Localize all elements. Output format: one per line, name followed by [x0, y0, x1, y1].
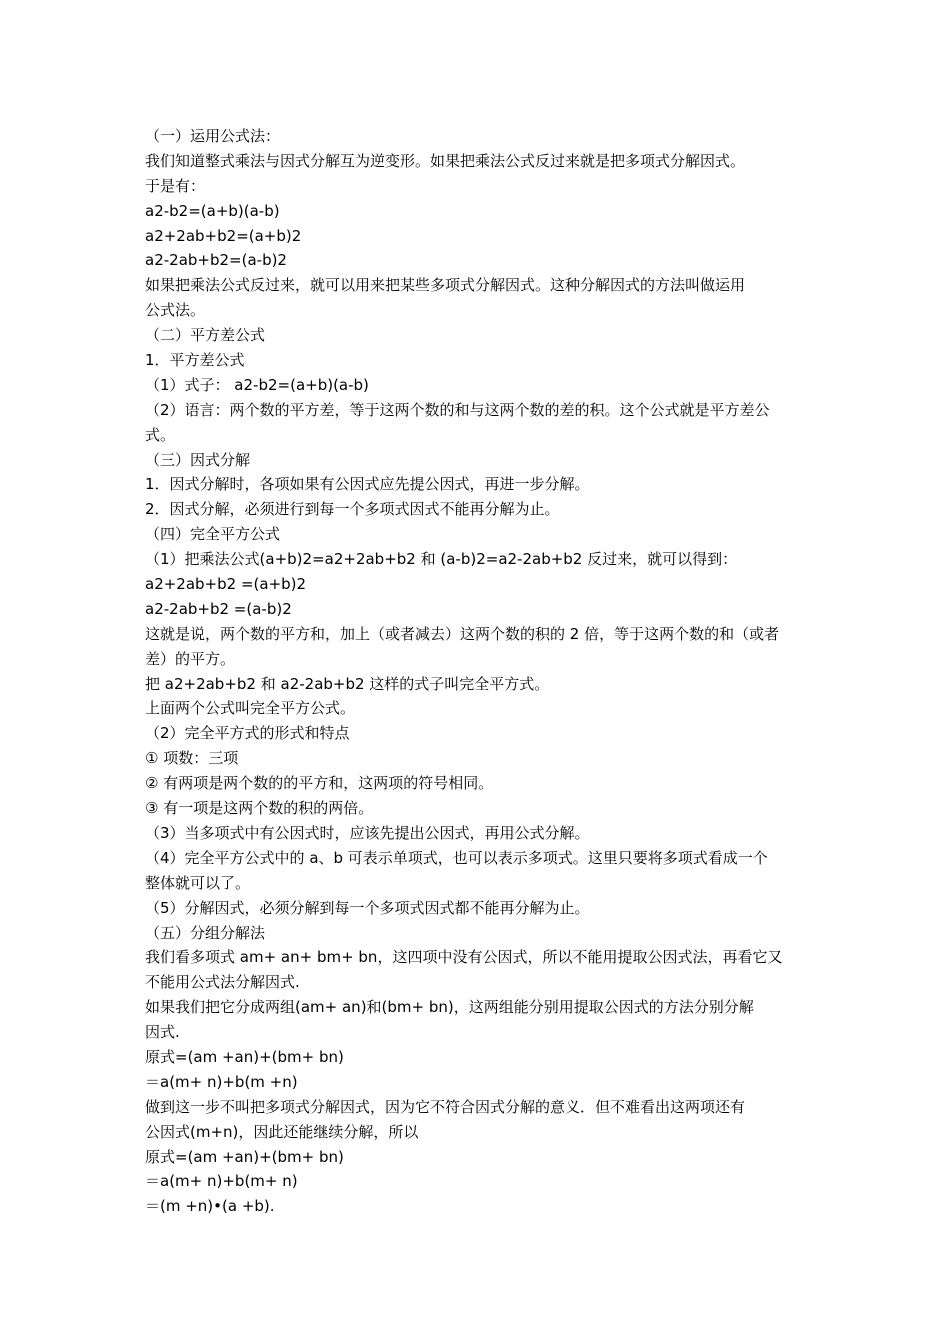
list-item: ① 项数：三项 — [145, 749, 239, 768]
text-line: 把 a2+2ab+b2 和 a2-2ab+b2 这样的式子叫完全平方式。 — [145, 674, 550, 693]
section-heading-1: （一）运用公式法： — [145, 127, 281, 145]
document-body — [145, 124, 815, 1219]
formula-line: a2+2ab+b2=(a+b)2 — [145, 226, 302, 245]
formula-line: a2-2ab+b2=(a-b)2 — [145, 251, 287, 270]
text-line: 我们看多项式 am+ an+ bm+ bn，这四项中没有公因式，所以不能用提取公因式法，再看它又 — [145, 948, 783, 967]
text-line: 公式法。 — [145, 301, 206, 320]
section-heading-3: （三）因式分解 — [145, 450, 251, 469]
formula-line: a2-2ab+b2 =(a-b)2 — [145, 599, 292, 618]
text-line: 1．因式分解时，各项如果有公因式应先提公因式，再进一步分解。 — [145, 475, 590, 494]
text-line: 整体就可以了。 — [145, 873, 251, 892]
formula-line: 原式=(am +an)+(bm+ bn) — [145, 1047, 344, 1066]
text-line: 于是有： — [145, 176, 206, 195]
section-heading-2: （二）平方差公式 — [145, 326, 266, 345]
section-heading-4: （四）完全平方公式 — [145, 525, 281, 544]
text-line: 我们知道整式乘法与因式分解互为逆变形。如果把乘法公式反过来就是把多项式分解因式。 — [145, 151, 746, 170]
text-line: （2）完全平方式的形式和特点 — [145, 724, 350, 743]
formula-line: a2-b2=(a+b)(a-b) — [145, 201, 280, 220]
formula-line: a2+2ab+b2 =(a+b)2 — [145, 575, 307, 594]
text-line: 2．因式分解，必须进行到每一个多项式因式不能再分解为止。 — [145, 500, 560, 519]
list-item: ③ 有一项是这两个数的积的两倍。 — [145, 799, 374, 818]
text-line: （1）把乘法公式(a+b)2=a2+2ab+b2 和 (a-b)2=a2-2ab+b2 反过来，就可以得到： — [145, 550, 738, 569]
section-heading-5: （五）分组分解法 — [145, 923, 266, 942]
formula-line: ＝a(m+ n)+b(m+ n) — [145, 1172, 298, 1191]
text-line: 如果我们把它分成两组(am+ an)和(bm+ bn)，这两组能分别用提取公因式的方法分别分解 — [145, 998, 754, 1017]
list-item: ② 有两项是两个数的的平方和，这两项的符号相同。 — [145, 774, 494, 793]
text-line: （3）当多项式中有公因式时，应该先提出公因式，再用公式分解。 — [145, 823, 590, 842]
text-line: 这就是说，两个数的平方和，加上（或者减去）这两个数的积的 2 倍，等于这两个数的和（或者 — [145, 624, 780, 643]
formula-line: 原式=(am +an)+(bm+ bn) — [145, 1147, 344, 1166]
text-line: （2）语言：两个数的平方差，等于这两个数的和与这两个数的差的积。这个公式就是平方差公 — [145, 400, 770, 419]
text-line: 上面两个公式叫完全平方公式。 — [145, 699, 356, 718]
text-line: 公因式(m+n)，因此还能继续分解，所以 — [145, 1122, 419, 1141]
text-line: （5）分解因式，必须分解到每一个多项式因式都不能再分解为止。 — [145, 898, 590, 917]
text-line: 1．平方差公式 — [145, 351, 245, 370]
text-line: 做到这一步不叫把多项式分解因式，因为它不符合因式分解的意义．但不难看出这两项还有 — [145, 1097, 746, 1116]
formula-line: ＝(m +n)•(a +b). — [145, 1197, 275, 1216]
text-line: 不能用公式法分解因式. — [145, 973, 300, 992]
text-line: 如果把乘法公式反过来，就可以用来把某些多项式分解因式。这种分解因式的方法叫做运用 — [145, 276, 746, 295]
text-line: 差）的平方。 — [145, 649, 236, 668]
text-line: （4）完全平方公式中的 a、b 可表示单项式，也可以表示多项式。这里只要将多项式看成一个 — [145, 848, 768, 867]
formula-line: ＝a(m+ n)+b(m +n) — [145, 1072, 298, 1091]
text-line: 因式. — [145, 1023, 180, 1042]
text-line: 式。 — [145, 425, 176, 444]
text-line: （1）式子： a2-b2=(a+b)(a-b) — [145, 375, 369, 394]
